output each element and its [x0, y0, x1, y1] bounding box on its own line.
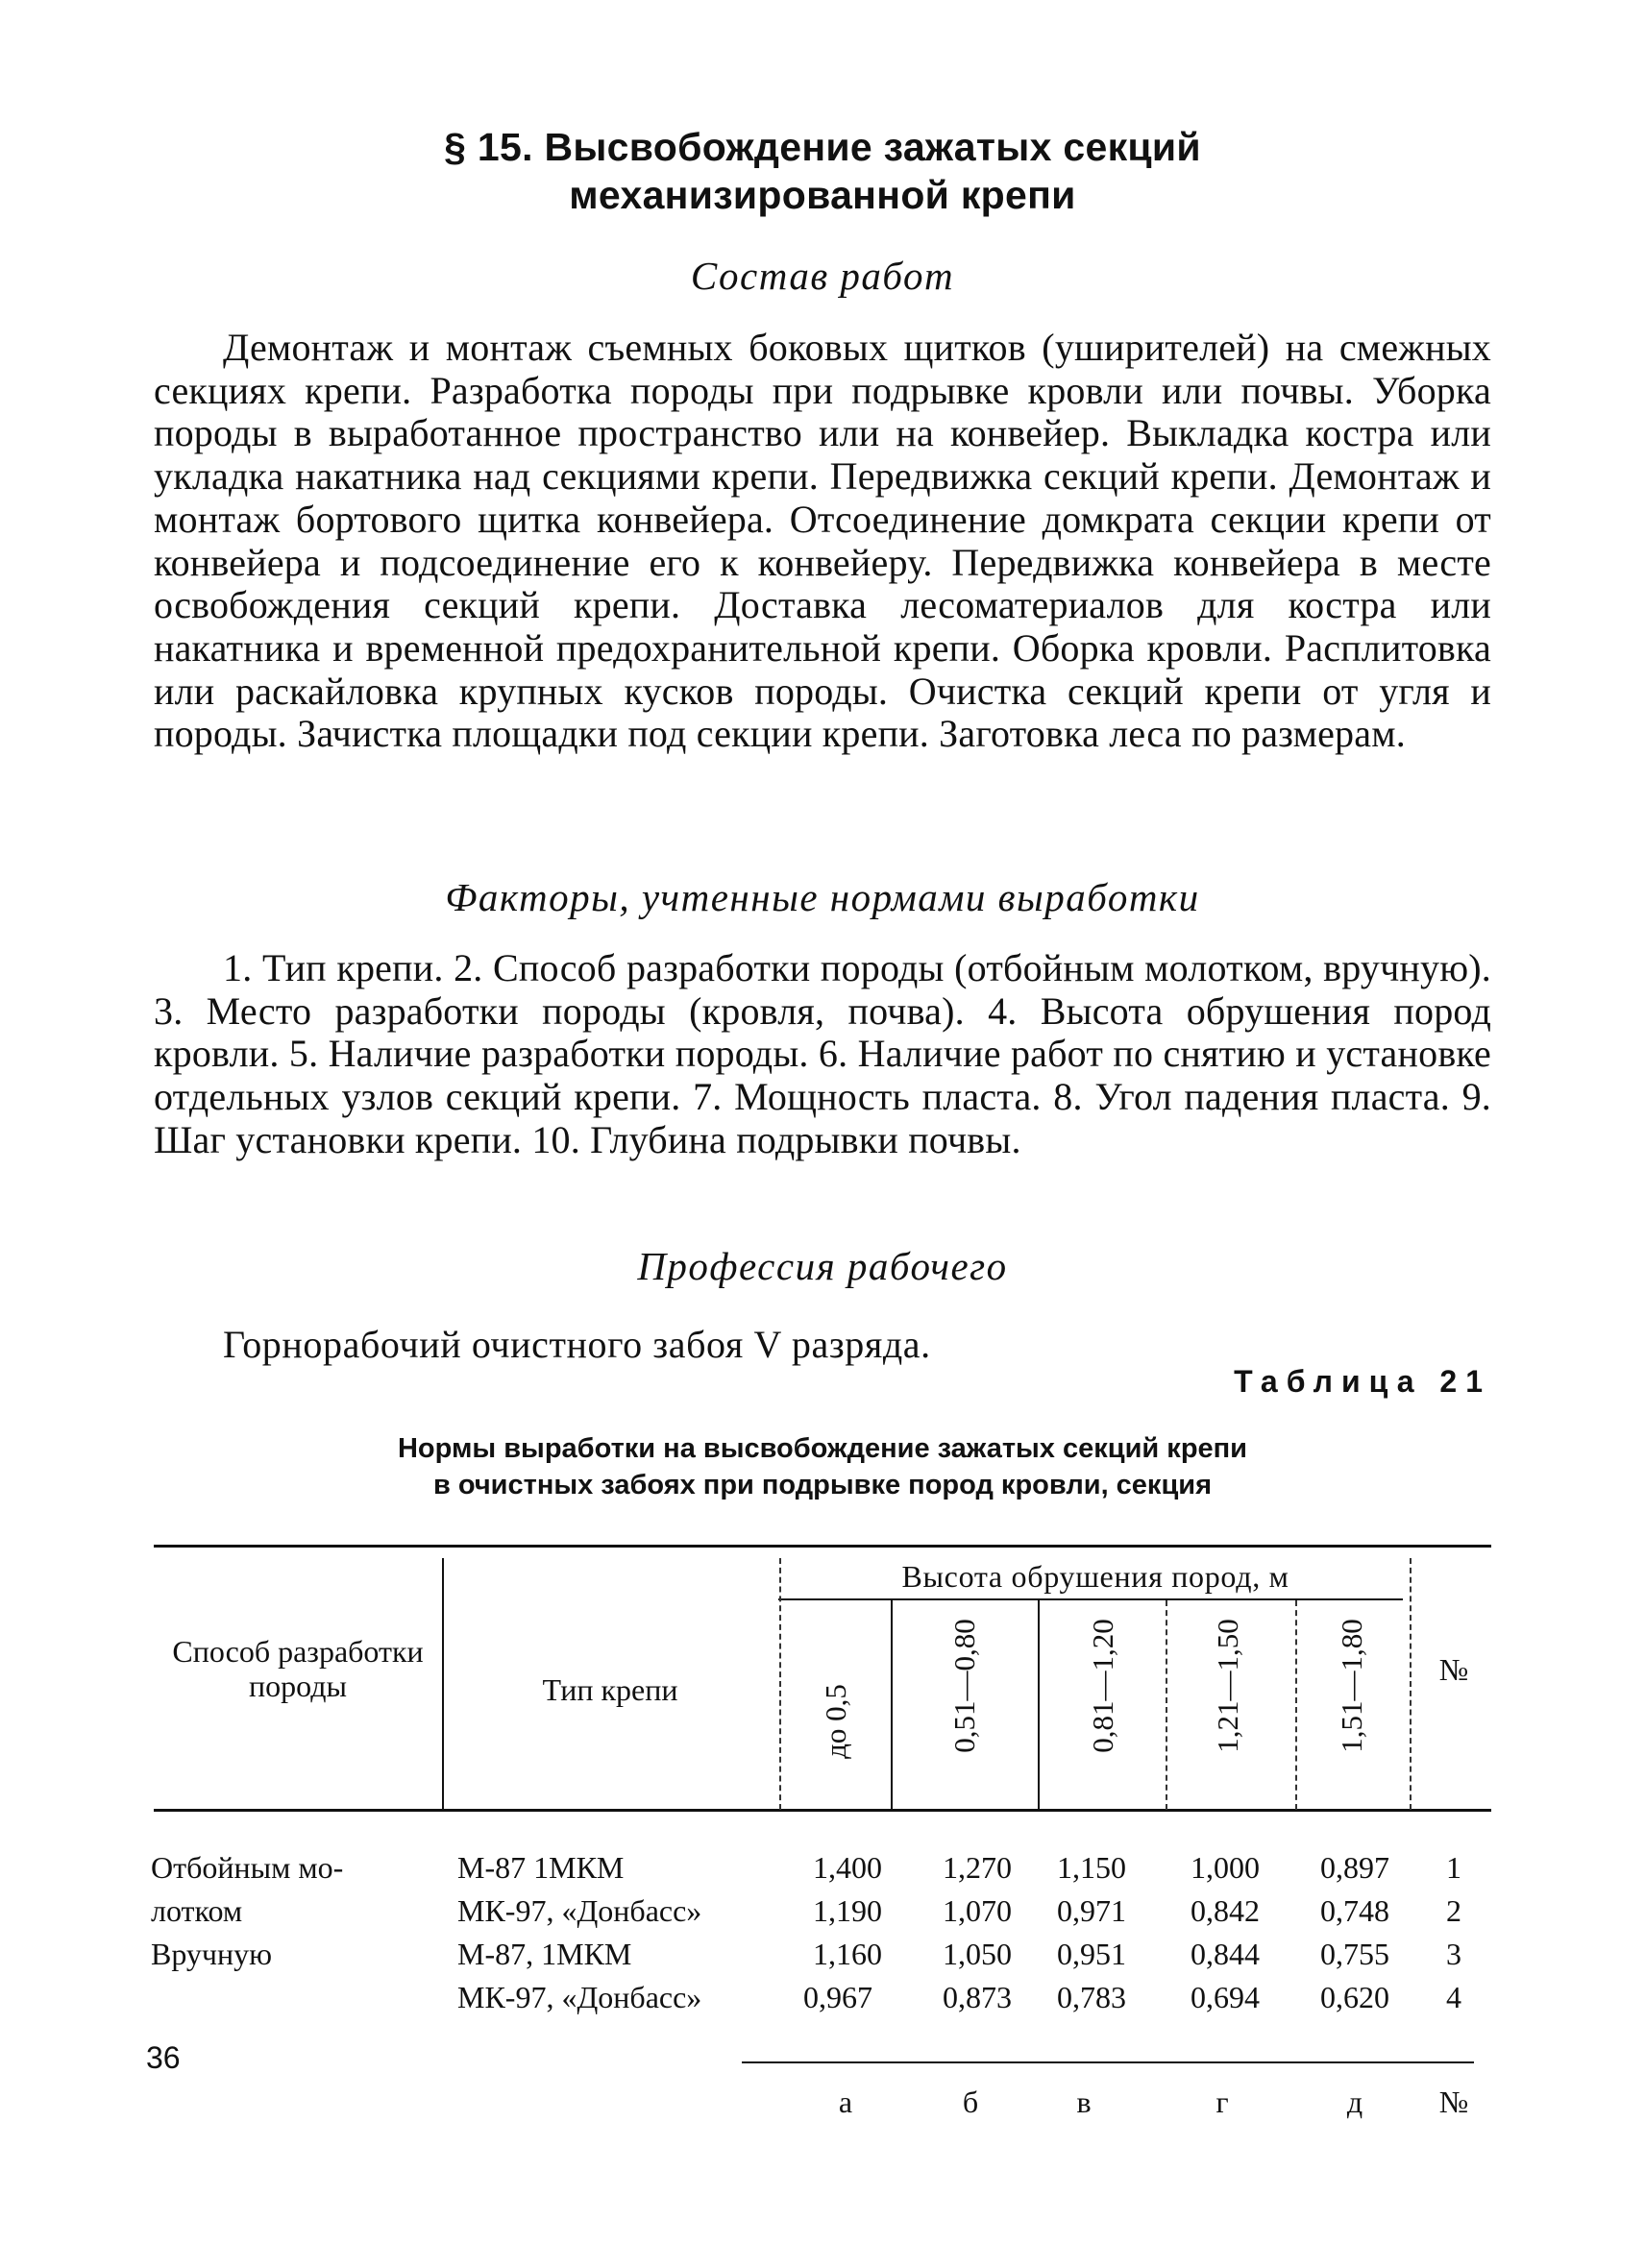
height-group-rule [778, 1598, 1403, 1600]
work-composition-heading: Состав работ [690, 254, 955, 298]
table-caption [250, 1430, 1395, 1503]
table-header-rule [154, 1809, 1491, 1812]
value-cell: 0,620 [1320, 1980, 1389, 2014]
row-number-cell: 1 [1446, 1850, 1461, 1885]
table-bottom-rule [742, 2061, 1474, 2063]
height-header-3: 1,21—1,50 [1211, 1619, 1244, 1753]
column-letter: в [1076, 2085, 1092, 2119]
row-number-cell: 2 [1446, 1893, 1461, 1928]
value-cell: 1,160 [813, 1937, 882, 1971]
header-divider-col-d [1295, 1600, 1297, 1810]
profession-heading: Профессия рабочего [637, 1244, 1008, 1288]
page-number: 36 [146, 2040, 181, 2075]
support-type-cell: МК-97, «Донбасс» [457, 1893, 702, 1928]
header-divider-col-c [1166, 1600, 1167, 1810]
column-letter: г [1215, 2085, 1229, 2119]
height-group-header: Высота обрушения пород, м [901, 1559, 1289, 1594]
support-type-column-header: Тип крепи [542, 1672, 678, 1707]
value-cell: 0,748 [1320, 1893, 1389, 1928]
table-caption-line-1: Нормы выработки на высвобождение зажатых секций крепи [397, 1433, 1248, 1464]
method-label-line-1: Отбойным мо- [151, 1850, 344, 1885]
value-cell: 0,694 [1191, 1980, 1260, 2014]
table-caption-line-2: в очистных забоях при подрывке пород кровли, секция [432, 1470, 1213, 1500]
factors-text: 1. Тип крепи. 2. Способ разработки породы (отбойным молотком, вручную). 3. Место разработки породы (кровля, почва). 4. Высота обрушения пород кровли. 5. Наличие разработки породы. 6. Наличие работ по снятию и установке отдельных узлов секций крепи. 7. Мощность пласта. 8. Угол падения пласта. 9. Шаг установки крепи. 10. Глубина подрывки почвы. [154, 946, 1491, 1161]
factors-heading: Факторы, учтенные нормами выработки [445, 875, 1200, 919]
height-header-2: 0,81—1,20 [1086, 1619, 1119, 1753]
method-column-header: Способ разработки породы [172, 1634, 424, 1703]
header-divider-col-a [891, 1600, 893, 1810]
value-cell: 0,897 [1320, 1850, 1389, 1885]
header-divider-number [1410, 1558, 1412, 1810]
height-header-4: 1,51—1,80 [1335, 1619, 1368, 1753]
value-cell: 1,050 [943, 1937, 1012, 1971]
profession-text: Горнорабочий очистного забоя V разряда. [223, 1323, 931, 1366]
section-title [288, 123, 1357, 219]
value-cell: 0,967 [803, 1980, 872, 2014]
number-column-header: № [1438, 1652, 1469, 1687]
value-cell: 1,190 [813, 1893, 882, 1928]
value-cell: 1,000 [1191, 1850, 1260, 1885]
row-number-cell: 4 [1446, 1980, 1461, 2014]
section-title-line-2: механизированной крепи [569, 173, 1076, 217]
column-letter: а [838, 2085, 853, 2119]
value-cell: 0,783 [1057, 1980, 1126, 2014]
section-title-line-1: § 15. Высвобождение зажатых секций [444, 125, 1201, 169]
column-letter: д [1346, 2085, 1363, 2119]
header-divider-col-b [1038, 1600, 1040, 1810]
method-label-manual: Вручную [151, 1937, 273, 1971]
value-cell: 0,842 [1191, 1893, 1260, 1928]
value-cell: 1,150 [1057, 1850, 1126, 1885]
value-cell: 0,755 [1320, 1937, 1389, 1971]
footer-number-label: № [1438, 2085, 1469, 2119]
value-cell: 1,070 [943, 1893, 1012, 1928]
value-cell: 0,971 [1057, 1893, 1126, 1928]
value-cell: 1,400 [813, 1850, 882, 1885]
header-divider-method [442, 1558, 444, 1810]
table-label: Таблица 21 [1234, 1364, 1491, 1399]
header-divider-height [779, 1558, 781, 1810]
height-header-0: до 0,5 [819, 1684, 852, 1759]
support-type-cell: М-87 1МКМ [457, 1850, 625, 1885]
column-letter: б [962, 2085, 979, 2119]
row-number-cell: 3 [1446, 1937, 1461, 1971]
value-cell: 1,270 [943, 1850, 1012, 1885]
work-composition-text: Демонтаж и монтаж съемных боковых щитков (уширителей) на смежных секциях крепи. Разработка породы при подрывке кровли или почвы. Уборка породы в выработанное пространство или на конвейер. Выкладка костра или укладка накатника над секциями крепи. Передвижка секций крепи. Демонтаж и монтаж бортового щитка конвейера. Отсоединение домкрата секции крепи от конвейера и подсоединение его к конвейеру. Передвижка конвейера в месте освобождения секций крепи. Доставка лесоматериалов для костра или накатника и временной предохранительной крепи. Оборка кровли. Расплитовка или раскайловка крупных кусков породы. Очистка секций крепи от угля и породы. Зачистка площадки под секции крепи. Заготовка леса по размерам. [154, 326, 1491, 756]
support-type-cell: М-87, 1МКМ [457, 1937, 632, 1971]
value-cell: 0,873 [943, 1980, 1012, 2014]
method-label-line-2: лотком [151, 1893, 243, 1928]
value-cell: 0,951 [1057, 1937, 1126, 1971]
support-type-cell: МК-97, «Донбасс» [457, 1980, 702, 2014]
table-top-rule [154, 1545, 1491, 1548]
value-cell: 0,844 [1191, 1937, 1260, 1971]
height-header-1: 0,51—0,80 [947, 1619, 981, 1753]
